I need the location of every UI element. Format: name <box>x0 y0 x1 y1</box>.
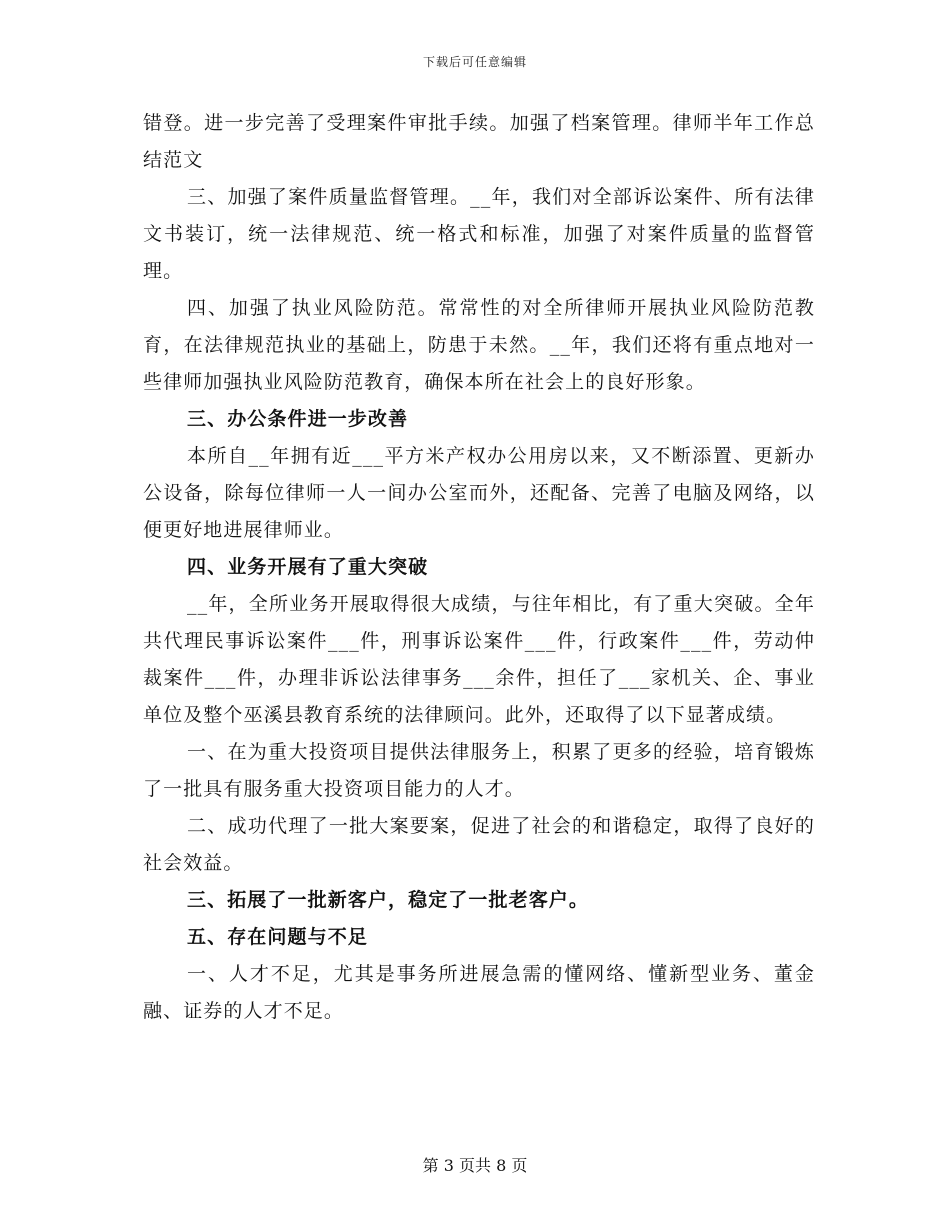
page-number: 第 3 页共 8 页 <box>422 1156 528 1175</box>
header-note: 下载后可任意编辑 <box>422 55 527 69</box>
paragraph-major-cases: 二、成功代理了一批大案要案，促进了社会的和谐稳定，取得了良好的社会效益。 <box>143 815 815 874</box>
paragraph-archive-management: 错登。进一步完善了受理案件审批手续。加强了档案管理。律师半年工作总结范文 <box>143 112 815 171</box>
paragraph-case-quality: 三、加强了案件质量监督管理。__年，我们对全部诉讼案件、所有法律文书装订，统一法律规范、统一格式和标准，加强了对案件质量的监督管理。 <box>143 186 815 282</box>
section-heading-business-breakthrough: 四、业务开展有了重大突破 <box>187 556 429 578</box>
paragraph-investment-services: 一、在为重大投资项目提供法律服务上，积累了更多的经验，培育锻炼了一批具有服务重大投资项目能力的人才。 <box>143 741 815 800</box>
paragraph-office-conditions: 本所自__年拥有近___平方米产权办公用房以来，又不断添置、更新办公设备，除每位律师一人一间办公室而外，还配备、完善了电脑及网络，以便更好地进展律师业。 <box>143 445 815 541</box>
section-heading-new-clients: 三、拓展了一批新客户，稳定了一批老客户。 <box>187 889 590 911</box>
section-heading-problems: 五、存在问题与不足 <box>187 926 368 948</box>
document-body <box>143 105 815 1030</box>
section-heading-office-conditions: 三、办公条件进一步改善 <box>187 408 409 430</box>
paragraph-risk-prevention: 四、加强了执业风险防范。常常性的对全所律师开展执业风险防范教育，在法律规范执业的基础上，防患于未然。__年，我们还将有重点地对一些律师加强执业风险防范教育，确保本所在社会上的良好形象。 <box>143 297 815 393</box>
paragraph-talent-shortage: 一、人才不足，尤其是事务所进展急需的懂网络、懂新型业务、董金融、证券的人才不足。 <box>143 963 815 1022</box>
paragraph-business-results: __年，全所业务开展取得很大成绩，与往年相比，有了重大突破。全年共代理民事诉讼案件___件，刑事诉讼案件___件，行政案件___件，劳动仲裁案件___件，办理非诉讼法律事务___余件，担任了___家机关、企、事业单位及整个巫溪县教育系统的法律顾问。此外，还取得了以下显著成绩。 <box>143 593 815 726</box>
